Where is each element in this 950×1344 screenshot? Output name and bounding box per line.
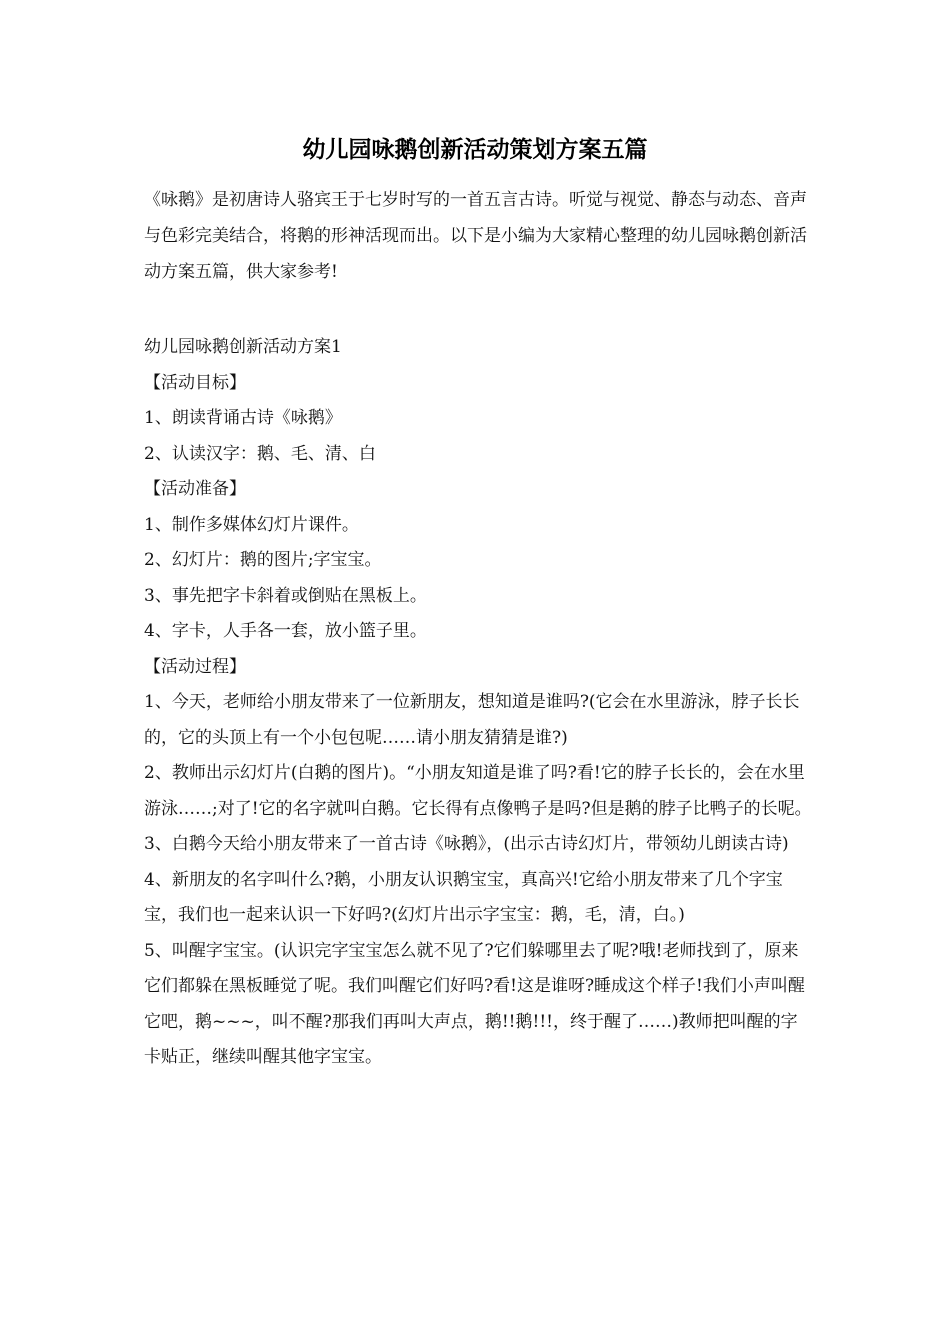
document-body [144,330,812,1076]
process-step: 3、白鹅今天给小朋友带来了一首古诗《咏鹅》，(出示古诗幻灯片，带领幼儿朗读古诗) [144,834,789,854]
process-step: 4、新朋友的名字叫什么?鹅，小朋友认识鹅宝宝，真高兴!它给小朋友带来了几个字宝宝，我们也一起来认识一下好吗?(幻灯片出示字宝宝：鹅，毛，清，白。) [144,869,783,925]
goal-item: 2、认读汉字：鹅、毛、清、白 [144,443,376,464]
prep-item: 3、事先把字卡斜着或倒贴在黑板上。 [144,585,427,606]
process-step: 5、叫醒字宝宝。(认识完字宝宝怎么就不见了?它们躲哪里去了呢?哦!老师找到了，原来它们都躲在黑板睡觉了呢。我们叫醒它们好吗?看!这是谁呀?睡成这个样子!我们小声叫醒它吧，鹅~~~，叫不醒?那我们再叫大声点，鹅!!鹅!!!，终于醒了……)教师把叫醒的字卡贴正，继续叫醒其他字宝宝。 [144,940,805,1067]
prep-heading: 【活动准备】 [144,479,246,499]
document-title: 幼儿园咏鹅创新活动策划方案五篇 [302,136,648,163]
process-step: 1、今天，老师给小朋友带来了一位新朋友，想知道是谁吗?(它会在水里游泳，脖子长长的，它的头顶上有一个小包包呢……请小朋友猜猜是谁?) [144,692,800,748]
goal-heading: 【活动目标】 [144,372,246,393]
process-heading: 【活动过程】 [144,656,246,677]
prep-item: 2、幻灯片：鹅的图片;字宝宝。 [144,550,382,570]
process-step: 2、教师出示幻灯片(白鹅的图片)。“小朋友知道是谁了吗?看!它的脖子长长的，会在水里游泳……;对了!它的名字就叫白鹅。它长得有点像鸭子是吗?但是鹅的脖子比鸭子的长呢。 [144,763,812,819]
goal-item: 1、朗读背诵古诗《咏鹅》 [144,408,342,428]
intro-paragraph: 《咏鹅》是初唐诗人骆宾王于七岁时写的一首五言古诗。听觉与视觉、静态与动态、音声与色彩完美结合，将鹅的形神活现而出。以下是小编为大家精心整理的幼儿园咏鹅创新活动方案五篇，供大家参考! [144,190,807,282]
prep-item: 1、制作多媒体幻灯片课件。 [144,514,359,535]
prep-item: 4、字卡，人手各一套，放小篮子里。 [144,621,427,641]
section-title: 幼儿园咏鹅创新活动方案1 [144,337,342,357]
